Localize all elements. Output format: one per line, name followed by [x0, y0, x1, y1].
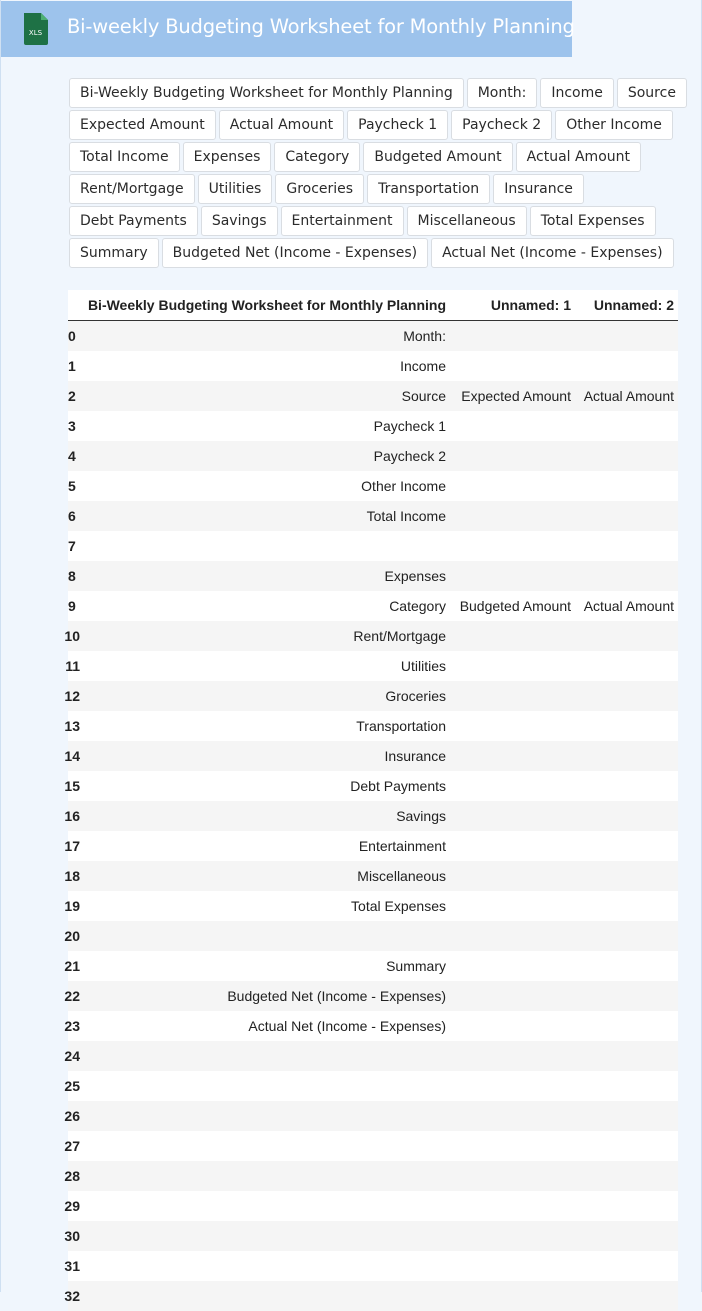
row-index: 22 [68, 981, 80, 1011]
table-row [68, 1071, 678, 1101]
row-index: 10 [68, 621, 80, 651]
table-row [68, 1131, 678, 1161]
table-row [68, 861, 678, 891]
table-cell: Category [80, 591, 450, 621]
column-tag[interactable]: Budgeted Net (Income - Expenses) [162, 238, 428, 268]
table-cell [575, 621, 678, 651]
row-index: 13 [68, 711, 80, 741]
row-index: 24 [68, 1041, 80, 1071]
column-tag[interactable]: Rent/Mortgage [69, 174, 195, 204]
column-tag[interactable]: Month: [467, 78, 538, 108]
table-row [68, 561, 678, 591]
column-tag[interactable]: Expenses [183, 142, 272, 172]
table-row [68, 411, 678, 441]
row-index: 19 [68, 891, 80, 921]
table-cell [575, 651, 678, 681]
table-row [68, 471, 678, 501]
excel-file-icon [22, 13, 50, 45]
row-index: 14 [68, 741, 80, 771]
column-tag[interactable]: Category [274, 142, 360, 172]
table-cell [575, 1221, 678, 1251]
table-cell: Miscellaneous [80, 861, 450, 891]
table-cell [450, 801, 575, 831]
column-tag[interactable]: Paycheck 2 [451, 110, 552, 140]
table-cell: Paycheck 2 [80, 441, 450, 471]
row-index: 12 [68, 681, 80, 711]
table-row [68, 921, 678, 951]
table-cell [450, 1071, 575, 1101]
table-cell [575, 921, 678, 951]
table-cell [575, 1071, 678, 1101]
table-cell [80, 1221, 450, 1251]
table-row [68, 1101, 678, 1131]
row-index: 27 [68, 1131, 80, 1161]
table-cell [450, 771, 575, 801]
row-index: 23 [68, 1011, 80, 1041]
row-index: 0 [68, 321, 80, 352]
table-row [68, 1041, 678, 1071]
table-cell: Expenses [80, 561, 450, 591]
table-row [68, 1191, 678, 1221]
table-cell [450, 861, 575, 891]
row-index: 1 [68, 351, 80, 381]
row-index: 7 [68, 531, 80, 561]
table-cell: Expected Amount [450, 381, 575, 411]
table-cell: Budgeted Net (Income - Expenses) [80, 981, 450, 1011]
table-cell [575, 771, 678, 801]
row-index: 28 [68, 1161, 80, 1191]
table-cell [80, 1041, 450, 1071]
table-row [68, 801, 678, 831]
table-cell [450, 711, 575, 741]
table-row [68, 891, 678, 921]
column-tag[interactable]: Savings [201, 206, 278, 236]
row-index: 16 [68, 801, 80, 831]
table-cell [575, 951, 678, 981]
table-cell [575, 981, 678, 1011]
row-index: 17 [68, 831, 80, 861]
table-cell: Budgeted Amount [450, 591, 575, 621]
column-tag[interactable]: Transportation [367, 174, 490, 204]
title-bar [1, 1, 572, 57]
column-tag[interactable]: Total Income [69, 142, 180, 172]
table-row [68, 831, 678, 861]
column-tag[interactable]: Debt Payments [69, 206, 198, 236]
column-tag[interactable]: Budgeted Amount [363, 142, 512, 172]
table-cell: Entertainment [80, 831, 450, 861]
column-tag[interactable]: Source [617, 78, 687, 108]
index-header [68, 290, 80, 321]
table-row [68, 501, 678, 531]
table-cell [575, 321, 678, 352]
table-cell [450, 741, 575, 771]
table-cell: Transportation [80, 711, 450, 741]
table-row [68, 351, 678, 381]
table-row [68, 981, 678, 1011]
table-cell [80, 1131, 450, 1161]
table-cell [80, 531, 450, 561]
table-cell [450, 1161, 575, 1191]
row-index: 5 [68, 471, 80, 501]
table-row [68, 1221, 678, 1251]
table-cell [450, 471, 575, 501]
row-index: 32 [68, 1281, 80, 1311]
table-cell: Debt Payments [80, 771, 450, 801]
table-cell [450, 1251, 575, 1281]
column-tag[interactable]: Summary [69, 238, 159, 268]
table-cell [450, 441, 575, 471]
table-cell [450, 951, 575, 981]
table-cell: Actual Amount [575, 381, 678, 411]
table-cell [450, 1191, 575, 1221]
table-cell [575, 861, 678, 891]
table-cell: Actual Net (Income - Expenses) [80, 1011, 450, 1041]
table-row [68, 591, 678, 621]
column-header: Unnamed: 2 [575, 290, 678, 321]
table-cell: Actual Amount [575, 591, 678, 621]
table-cell [80, 921, 450, 951]
column-tag[interactable]: Miscellaneous [407, 206, 527, 236]
row-index: 4 [68, 441, 80, 471]
table-cell [450, 921, 575, 951]
column-tag[interactable]: Entertainment [281, 206, 404, 236]
row-index: 9 [68, 591, 80, 621]
table-cell [450, 651, 575, 681]
column-header: Unnamed: 1 [450, 290, 575, 321]
table-cell: Paycheck 1 [80, 411, 450, 441]
table-row [68, 1011, 678, 1041]
table-row [68, 741, 678, 771]
table-cell [450, 1281, 575, 1311]
table-cell [575, 831, 678, 861]
table-cell [450, 1101, 575, 1131]
table-cell [450, 891, 575, 921]
column-tag[interactable]: Groceries [275, 174, 364, 204]
table-row [68, 531, 678, 561]
table-cell [575, 351, 678, 381]
table-cell: Total Income [80, 501, 450, 531]
column-tag[interactable]: Insurance [493, 174, 584, 204]
column-tag[interactable]: Bi-Weekly Budgeting Worksheet for Monthly Planning [69, 78, 464, 108]
table-cell [80, 1281, 450, 1311]
table-cell [450, 1011, 575, 1041]
data-table [68, 290, 678, 1311]
row-index: 25 [68, 1071, 80, 1101]
table-cell [575, 1281, 678, 1311]
table-cell [575, 1101, 678, 1131]
table-cell [450, 681, 575, 711]
table-header-row [68, 290, 678, 321]
table-cell [575, 1131, 678, 1161]
table-row [68, 771, 678, 801]
column-tag[interactable]: Income [540, 78, 614, 108]
table-row [68, 1161, 678, 1191]
table-cell [80, 1071, 450, 1101]
table-cell [450, 321, 575, 352]
column-header: Bi-Weekly Budgeting Worksheet for Monthly Planning [80, 290, 450, 321]
table-cell [450, 1041, 575, 1071]
table-cell [575, 1011, 678, 1041]
table-cell: Total Expenses [80, 891, 450, 921]
table-cell [575, 681, 678, 711]
table-cell [575, 711, 678, 741]
table-cell: Income [80, 351, 450, 381]
table-cell [80, 1251, 450, 1281]
row-index: 15 [68, 771, 80, 801]
table-row [68, 381, 678, 411]
page-title: Bi-weekly Budgeting Worksheet for Monthly Planning [67, 15, 575, 38]
row-index: 26 [68, 1101, 80, 1131]
column-tag[interactable]: Total Expenses [530, 206, 656, 236]
column-tag[interactable]: Actual Amount [219, 110, 344, 140]
table-cell [450, 531, 575, 561]
row-index: 20 [68, 921, 80, 951]
table-cell: Source [80, 381, 450, 411]
column-tag[interactable]: Actual Net (Income - Expenses) [431, 238, 673, 268]
column-tag-list [69, 78, 699, 268]
table-cell [450, 831, 575, 861]
row-index: 11 [68, 651, 80, 681]
table-cell [80, 1191, 450, 1221]
table-cell: Groceries [80, 681, 450, 711]
table-cell [450, 621, 575, 651]
table-cell: Other Income [80, 471, 450, 501]
table-cell [575, 411, 678, 441]
table-cell: Insurance [80, 741, 450, 771]
column-tag[interactable]: Utilities [198, 174, 273, 204]
table-cell [450, 1221, 575, 1251]
row-index: 30 [68, 1221, 80, 1251]
table-cell [575, 891, 678, 921]
table-cell: Rent/Mortgage [80, 621, 450, 651]
table-cell [80, 1101, 450, 1131]
row-index: 6 [68, 501, 80, 531]
table-cell [450, 351, 575, 381]
row-index: 2 [68, 381, 80, 411]
column-tag[interactable]: Paycheck 1 [347, 110, 448, 140]
table-cell [450, 561, 575, 591]
table-cell [575, 561, 678, 591]
table-cell [575, 801, 678, 831]
table-cell: Utilities [80, 651, 450, 681]
table-row [68, 441, 678, 471]
table-row [68, 711, 678, 741]
svg-text:XLS: XLS [29, 29, 43, 37]
row-index: 8 [68, 561, 80, 591]
table-cell [450, 981, 575, 1011]
table-cell [575, 1251, 678, 1281]
column-tag[interactable]: Actual Amount [516, 142, 641, 172]
data-table-container[interactable] [68, 290, 678, 1292]
table-cell [575, 1041, 678, 1071]
row-index: 21 [68, 951, 80, 981]
table-cell [575, 1191, 678, 1221]
column-tag[interactable]: Other Income [555, 110, 673, 140]
table-cell [575, 531, 678, 561]
table-cell: Month: [80, 321, 450, 352]
table-cell [575, 501, 678, 531]
row-index: 18 [68, 861, 80, 891]
table-cell [575, 741, 678, 771]
table-cell [80, 1161, 450, 1191]
table-cell: Savings [80, 801, 450, 831]
table-row [68, 681, 678, 711]
table-row [68, 321, 678, 352]
row-index: 3 [68, 411, 80, 441]
row-index: 31 [68, 1251, 80, 1281]
table-row [68, 951, 678, 981]
table-row [68, 1281, 678, 1311]
table-cell [450, 1131, 575, 1161]
table-cell: Summary [80, 951, 450, 981]
table-row [68, 621, 678, 651]
table-body [68, 321, 678, 1311]
table-cell [450, 501, 575, 531]
table-cell [575, 471, 678, 501]
table-cell [575, 441, 678, 471]
table-cell [575, 1161, 678, 1191]
column-tag[interactable]: Expected Amount [69, 110, 216, 140]
table-row [68, 1251, 678, 1281]
table-cell [450, 411, 575, 441]
row-index: 29 [68, 1191, 80, 1221]
table-row [68, 651, 678, 681]
